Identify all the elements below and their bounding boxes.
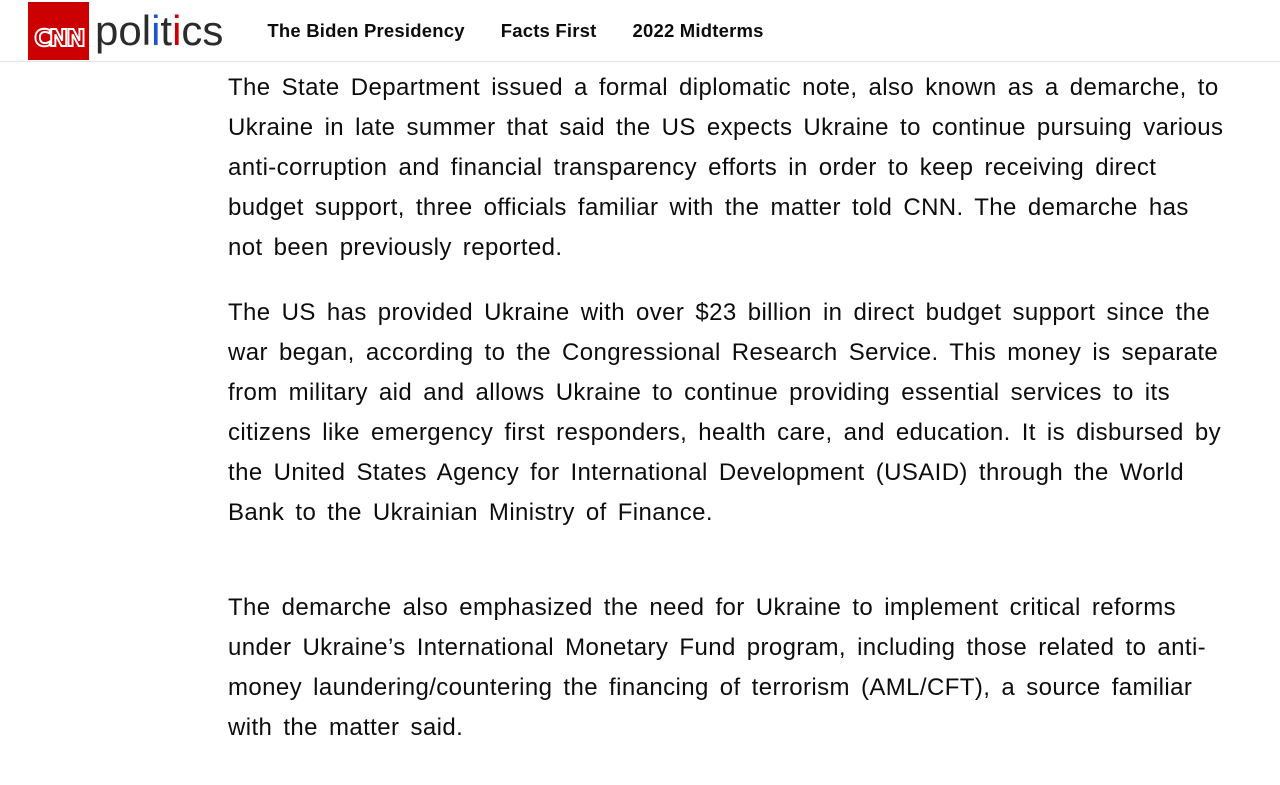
article-text-line: The demarche also emphasized the need for Ukraine to implement critical reforms	[228, 594, 1176, 621]
article-text-line: anti-corruption and financial transparency efforts in order to keep receiving direct	[228, 154, 1157, 181]
wordmark-letter: s	[202, 6, 224, 54]
article-text-line: the United States Agency for International Development (USAID) through the World	[228, 459, 1185, 486]
site-header	[0, 0, 1280, 62]
cnn-logo-icon	[32, 21, 86, 53]
nav-biden-presidency[interactable]: The Biden Presidency	[267, 19, 465, 41]
cnn-logo-text: CNN	[33, 26, 84, 52]
wordmark-letter-red-i: i	[172, 6, 182, 54]
article-text-line: from military aid and allows Ukraine to continue providing essential services to its	[228, 379, 1170, 406]
nav-2022-midterms[interactable]: 2022 Midterms	[632, 19, 764, 41]
article-text-line: Ukraine in late summer that said the US expects Ukraine to continue pursuing various	[228, 114, 1224, 141]
politics-wordmark	[95, 7, 223, 55]
article-body	[0, 62, 1280, 748]
wordmark-letter: c	[181, 6, 203, 54]
nav-facts-first[interactable]: Facts First	[500, 19, 597, 41]
article-paragraph	[228, 68, 1280, 268]
article-text-line: with the matter said.	[228, 714, 464, 741]
header-nav	[267, 20, 763, 42]
article-text-line: Bank to the Ukrainian Ministry of Finance.	[228, 499, 713, 526]
article-text-line: The US has provided Ukraine with over $23 billion in direct budget support since the	[228, 299, 1211, 326]
article-text-line: money laundering/countering the financing of terrorism (AML/CFT), a source familiar	[228, 674, 1193, 701]
article-text-line: war began, according to the Congressional Research Service. This money is separate	[228, 339, 1219, 366]
article-paragraph	[228, 293, 1280, 533]
article-text-line: not been previously reported.	[228, 234, 563, 261]
wordmark-letter: o	[118, 6, 142, 54]
article-text-line: budget support, three officials familiar with the matter told CNN. The demarche has	[228, 194, 1189, 221]
article-text-line: under Ukraine’s International Monetary Fund program, including those related to anti-	[228, 634, 1207, 661]
article-text-line: citizens like emergency first responders, health care, and education. It is disbursed by	[228, 419, 1221, 446]
article-text-line: The State Department issued a formal diplomatic note, also known as a demarche, to	[228, 74, 1219, 101]
wordmark-letter-blue-i: i	[151, 6, 161, 54]
cnn-logo	[28, 2, 89, 60]
wordmark-letter: p	[95, 6, 119, 54]
content-gap	[228, 533, 1280, 588]
article-paragraph	[228, 588, 1280, 748]
cnn-politics-logo[interactable]	[28, 1, 223, 60]
wordmark-letter: l	[141, 6, 152, 54]
wordmark-letter: t	[160, 6, 173, 54]
